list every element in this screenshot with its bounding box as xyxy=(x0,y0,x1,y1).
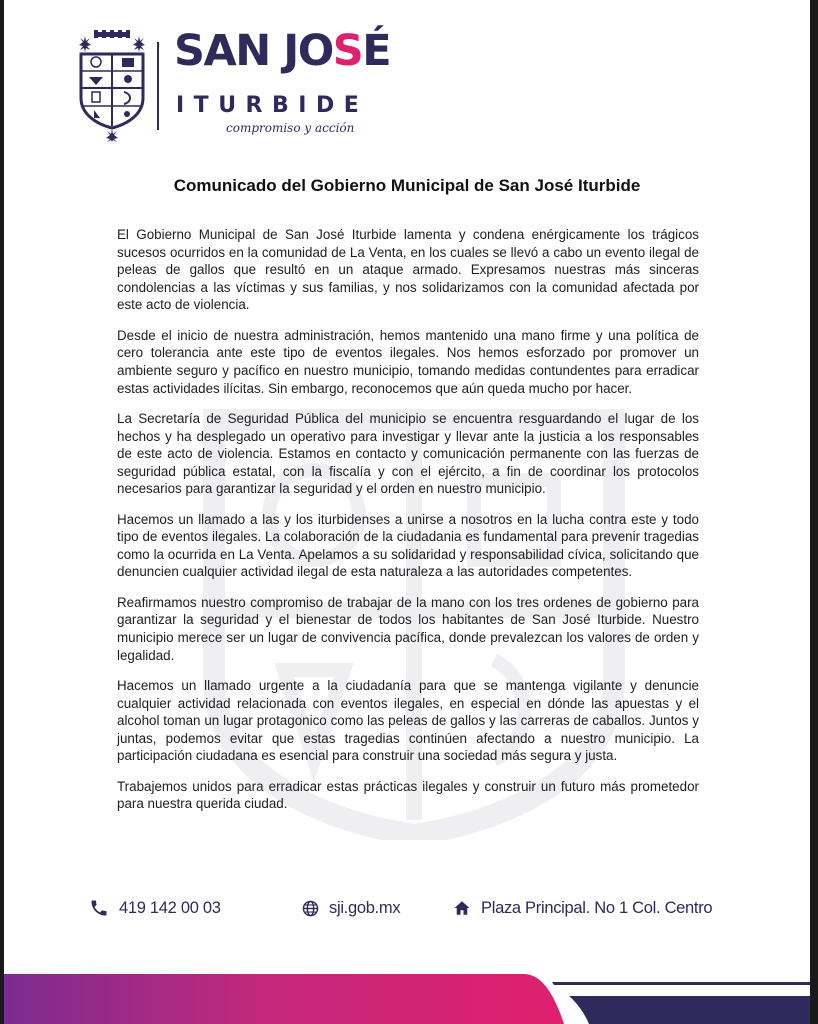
logo-divider xyxy=(157,42,159,130)
logo-wordmark-san-jose: SAN JOSÉ xyxy=(174,26,391,76)
phone-number: 419 142 00 03 xyxy=(119,898,221,917)
body-paragraph: Hacemos un llamado urgente a la ciudadanía para que se mantenga vigilante y denuncie cualquier actividad relacionada con eventos ilegales, en especial en dónde las apuestas y el alcohol toman un lugar protagonico como las peleas de gallos y las carreras de caballos. Juntos y juntas, podemos evitar que estas tragedias continúen afectando a nuestro municipio. La participación ciudadana es esencial para construir una sociedad más segura y justa. xyxy=(117,678,699,764)
footer-phone xyxy=(89,896,221,920)
globe-icon xyxy=(302,900,319,917)
address-text: Plaza Principal. No 1 Col. Centro xyxy=(481,898,713,917)
body-paragraph: La Secretaría de Seguridad Pública del municipio se encuentra resguardando el lugar de los hechos y ha desplegado un operativo para investigar y llevar ante la justicia a los responsables de este acto de violencia. Estamos en contacto y comunicación permanente con las fuerzas de seguridad pública estatal, con la fiscalía y con el ejército, a fin de coordinar los protocolos necesarios para garantizar la seguridad y el orden en nuestro municipio. xyxy=(117,410,699,497)
body-paragraph: Desde el inicio de nuestra administración, hemos mantenido una mano firme y una política de cero tolerancia ante este tipo de eventos ilegales. Nos hemos esforzado por promover un ambiente seguro y pacífico en nuestro municipio, tomando medidas contundentes para erradicar estas actividades ilícitas. Sin embargo, reconocemos que aún queda mucho por hacer. xyxy=(117,327,699,396)
footer-address xyxy=(453,896,712,920)
body-paragraph: Reafirmamos nuestro compromiso de trabajar de la mano con los tres ordenes de gobierno para garantizar la seguridad y el bienestar de todos los habitantes de San José Iturbide. Nuestro municipio merece ser un lugar de convivencia pacífica, donde prevalezcan los valores de orden y legalidad. xyxy=(117,594,699,663)
logo-tagline: compromiso y acción xyxy=(226,121,355,135)
municipal-crest-logo xyxy=(76,30,148,142)
footer-website[interactable] xyxy=(302,896,400,920)
logo-wordmark-iturbide: ITURBIDE xyxy=(176,93,369,118)
body-paragraph: Hacemos un llamado a las y los iturbidenses a unirse a nosotros en la lucha contra este y todo tipo de eventos ilegales. La colaboración de la ciudadania es fundamental para prevenir tragedias como la ocurrida en La Venta. Apelamos a su solidaridad y responsabilidad cívica, solicitando que denuncien cualquier actividad ilegal de esta naturaleza a las autoridades competentes. xyxy=(117,511,699,580)
body-paragraph: El Gobierno Municipal de San José Iturbide lamenta y condena enérgicamente los trágicos sucesos ocurridos en la comunidad de La Venta, en los cuales se llevó a cabo un evento ilegal de peleas de gallos que resultó en un ataque armado. Expresamos nuestras más sinceras condolencias a las víctimas y sus familias, y nos solidarizamos con la comunidad afectada por este acto de violencia. xyxy=(117,227,699,313)
website-link[interactable]: sji.gob.mx xyxy=(329,898,401,917)
home-icon xyxy=(453,899,471,917)
document-body xyxy=(117,226,699,826)
document-page xyxy=(4,0,810,1024)
document-title: Comunicado del Gobierno Municipal de San José Iturbide xyxy=(173,176,641,195)
phone-icon xyxy=(89,898,109,918)
body-paragraph: Trabajemos unidos para erradicar estas prácticas ilegales y construir un futuro más prometedor para nuestra querida ciudad. xyxy=(117,778,699,812)
decorative-footer-bands xyxy=(4,960,810,1024)
